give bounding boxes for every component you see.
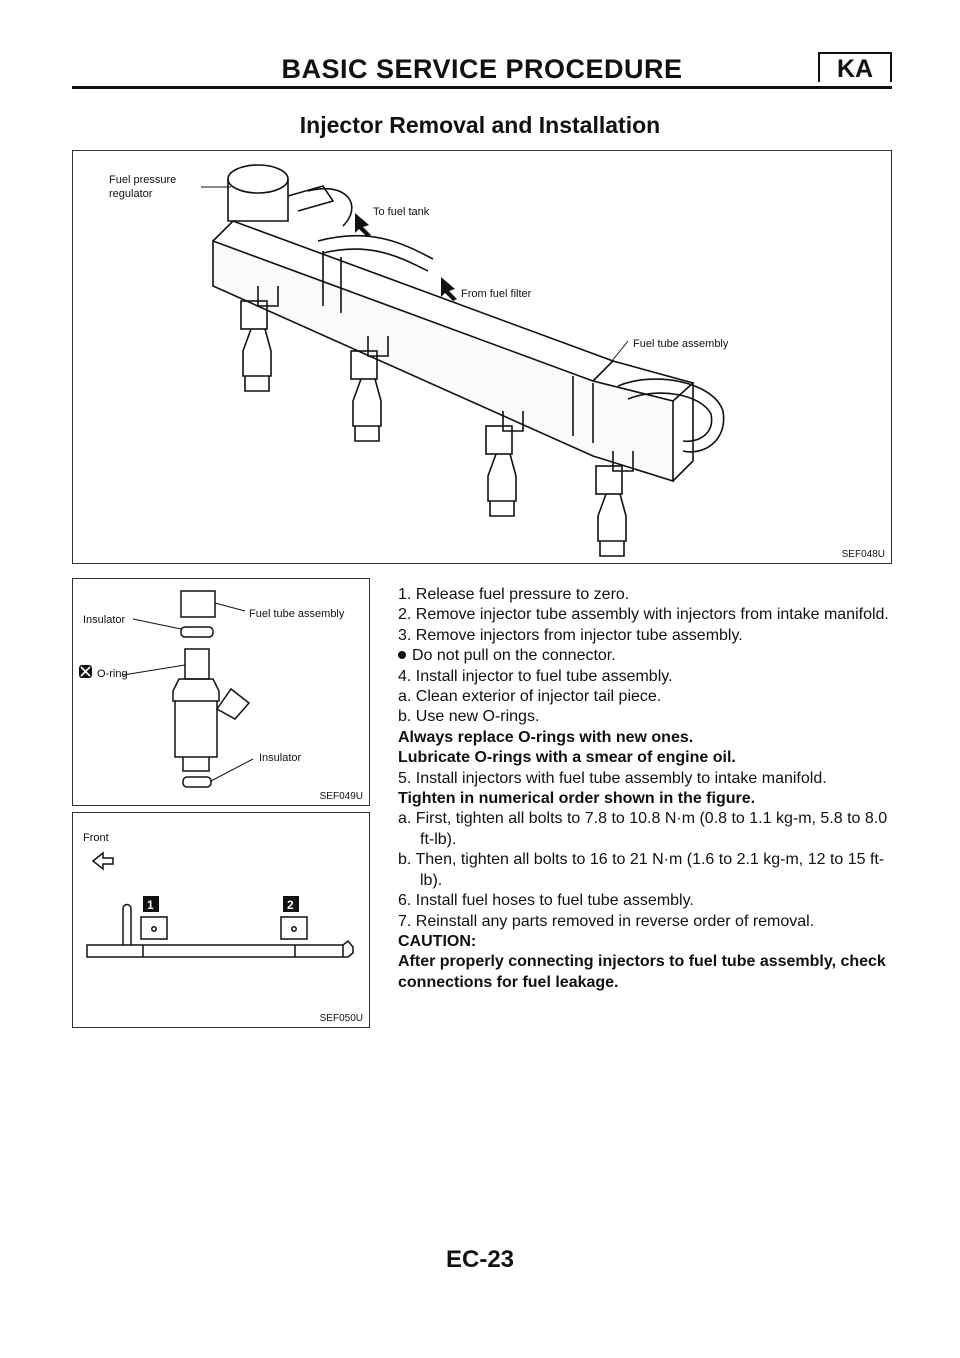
step-7: 7. Reinstall any parts removed in reverse order of removal. — [398, 912, 815, 930]
figure-fuel-tube-assembly — [72, 150, 892, 564]
bolt-number-1: 1 — [147, 898, 154, 912]
step-3-note — [398, 646, 892, 666]
step-6: 6. Install fuel hoses to fuel tube assembly. — [398, 892, 694, 910]
label-regulator-line2: regulator — [109, 188, 153, 200]
label-fuel-tube-assembly-2: Fuel tube assembly — [249, 608, 345, 620]
injector-parts-illustration — [73, 579, 369, 805]
step-4: 4. Install injector to fuel tube assembly. — [398, 667, 673, 685]
caution-label: CAUTION: — [398, 932, 477, 950]
figure1-code: SEF048U — [841, 549, 885, 560]
tightening-order-illustration — [73, 813, 369, 1027]
step-5: 5. Install injectors with fuel tube assembly to intake manifold. — [398, 769, 827, 787]
model-code-box: KA — [818, 52, 892, 82]
label-to-fuel-tank: To fuel tank — [373, 206, 430, 218]
step-3: 3. Remove injectors from injector tube assembly. — [398, 626, 743, 644]
page-header — [72, 52, 892, 89]
label-insulator-top: Insulator — [83, 614, 126, 626]
bullet-icon — [398, 651, 406, 659]
note-tighten-order: Tighten in numerical order shown in the figure. — [398, 790, 756, 808]
header-title: BASIC SERVICE PROCEDURE — [281, 54, 683, 84]
caution-text: After properly connecting injectors to fuel tube assembly, check connections for fuel leakage. — [398, 953, 886, 991]
bolt-number-2: 2 — [287, 898, 294, 912]
label-fuel-tube-assembly: Fuel tube assembly — [633, 338, 729, 350]
label-oring: O-ring — [97, 668, 128, 680]
figure-tightening-order — [72, 812, 370, 1028]
label-insulator-bottom: Insulator — [259, 752, 302, 764]
figure3-code: SEF050U — [319, 1013, 363, 1024]
note-lubricate-orings: Lubricate O-rings with a smear of engine oil. — [398, 749, 736, 767]
figure-injector-parts — [72, 578, 370, 806]
procedure-text — [398, 585, 892, 993]
step-4b: b. Use new O-rings. — [398, 708, 540, 726]
page-number: EC-23 — [445, 1246, 515, 1273]
label-regulator-line1: Fuel pressure — [109, 174, 177, 186]
step-5b: b. Then, tighten all bolts to 16 to 21 N·m (1.6 to 2.1 kg-m, 12 to 15 ft-lb). — [398, 851, 885, 889]
step-4a: a. Clean exterior of injector tail piece. — [398, 688, 662, 706]
step-3-note-text: Do not pull on the connector. — [412, 647, 616, 665]
step-1: 1. Release fuel pressure to zero. — [398, 586, 630, 603]
fuel-tube-illustration — [73, 151, 891, 563]
label-from-fuel-filter: From fuel filter — [461, 288, 532, 300]
label-front: Front — [83, 832, 109, 844]
note-replace-orings: Always replace O-rings with new ones. — [398, 728, 694, 746]
section-title: Injector Removal and Installation — [299, 112, 661, 138]
step-5a: a. First, tighten all bolts to 7.8 to 10.8 N·m (0.8 to 1.1 kg-m, 5.8 to 8.0 ft-lb). — [398, 810, 888, 848]
figure2-code: SEF049U — [319, 791, 363, 802]
step-2: 2. Remove injector tube assembly with injectors from intake manifold. — [398, 606, 889, 624]
